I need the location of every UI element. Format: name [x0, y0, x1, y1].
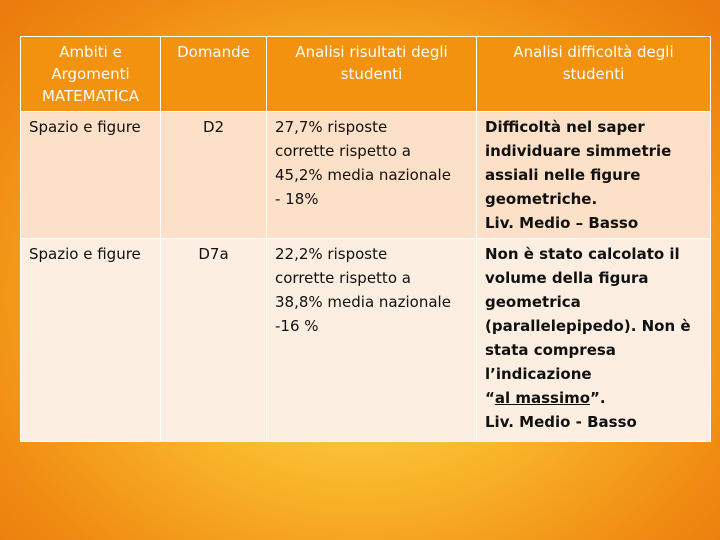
- cell-risultati: 27,7% risposte corrette rispetto a 45,2% media nazionale - 18%: [267, 112, 477, 239]
- cell-domanda: D7a: [161, 239, 267, 442]
- underlined-phrase: al massimo: [494, 389, 591, 407]
- results-table: [20, 36, 711, 442]
- header-domande: Domande: [161, 37, 267, 112]
- table-row: [21, 239, 711, 442]
- cell-ambito: Spazio e figure: [21, 112, 161, 239]
- cell-difficolta: Non è stato calcolato il volume della figura geometrica (parallelepipedo). Non è stata compresa l’indicazione “al massimo”. Liv. Medio - Basso: [477, 239, 711, 442]
- header-analisi-risultati: Analisi risultati degli studenti: [267, 37, 477, 112]
- header-row: [21, 37, 711, 112]
- quoted-phrase-line: “al massimo”.: [485, 389, 606, 407]
- header-ambiti: Ambiti e Argomenti MATEMATICA: [21, 37, 161, 112]
- results-table-container: [20, 36, 710, 442]
- cell-risultati: 22,2% risposte corrette rispetto a 38,8% media nazionale -16 %: [267, 239, 477, 442]
- cell-difficolta: Difficoltà nel saper individuare simmetrie assiali nelle figure geometriche. Liv. Medio – Basso: [477, 112, 711, 239]
- cell-ambito: Spazio e figure: [21, 239, 161, 442]
- cell-domanda: D2: [161, 112, 267, 239]
- table-row: [21, 112, 711, 239]
- header-analisi-difficolta: Analisi difficoltà degli studenti: [477, 37, 711, 112]
